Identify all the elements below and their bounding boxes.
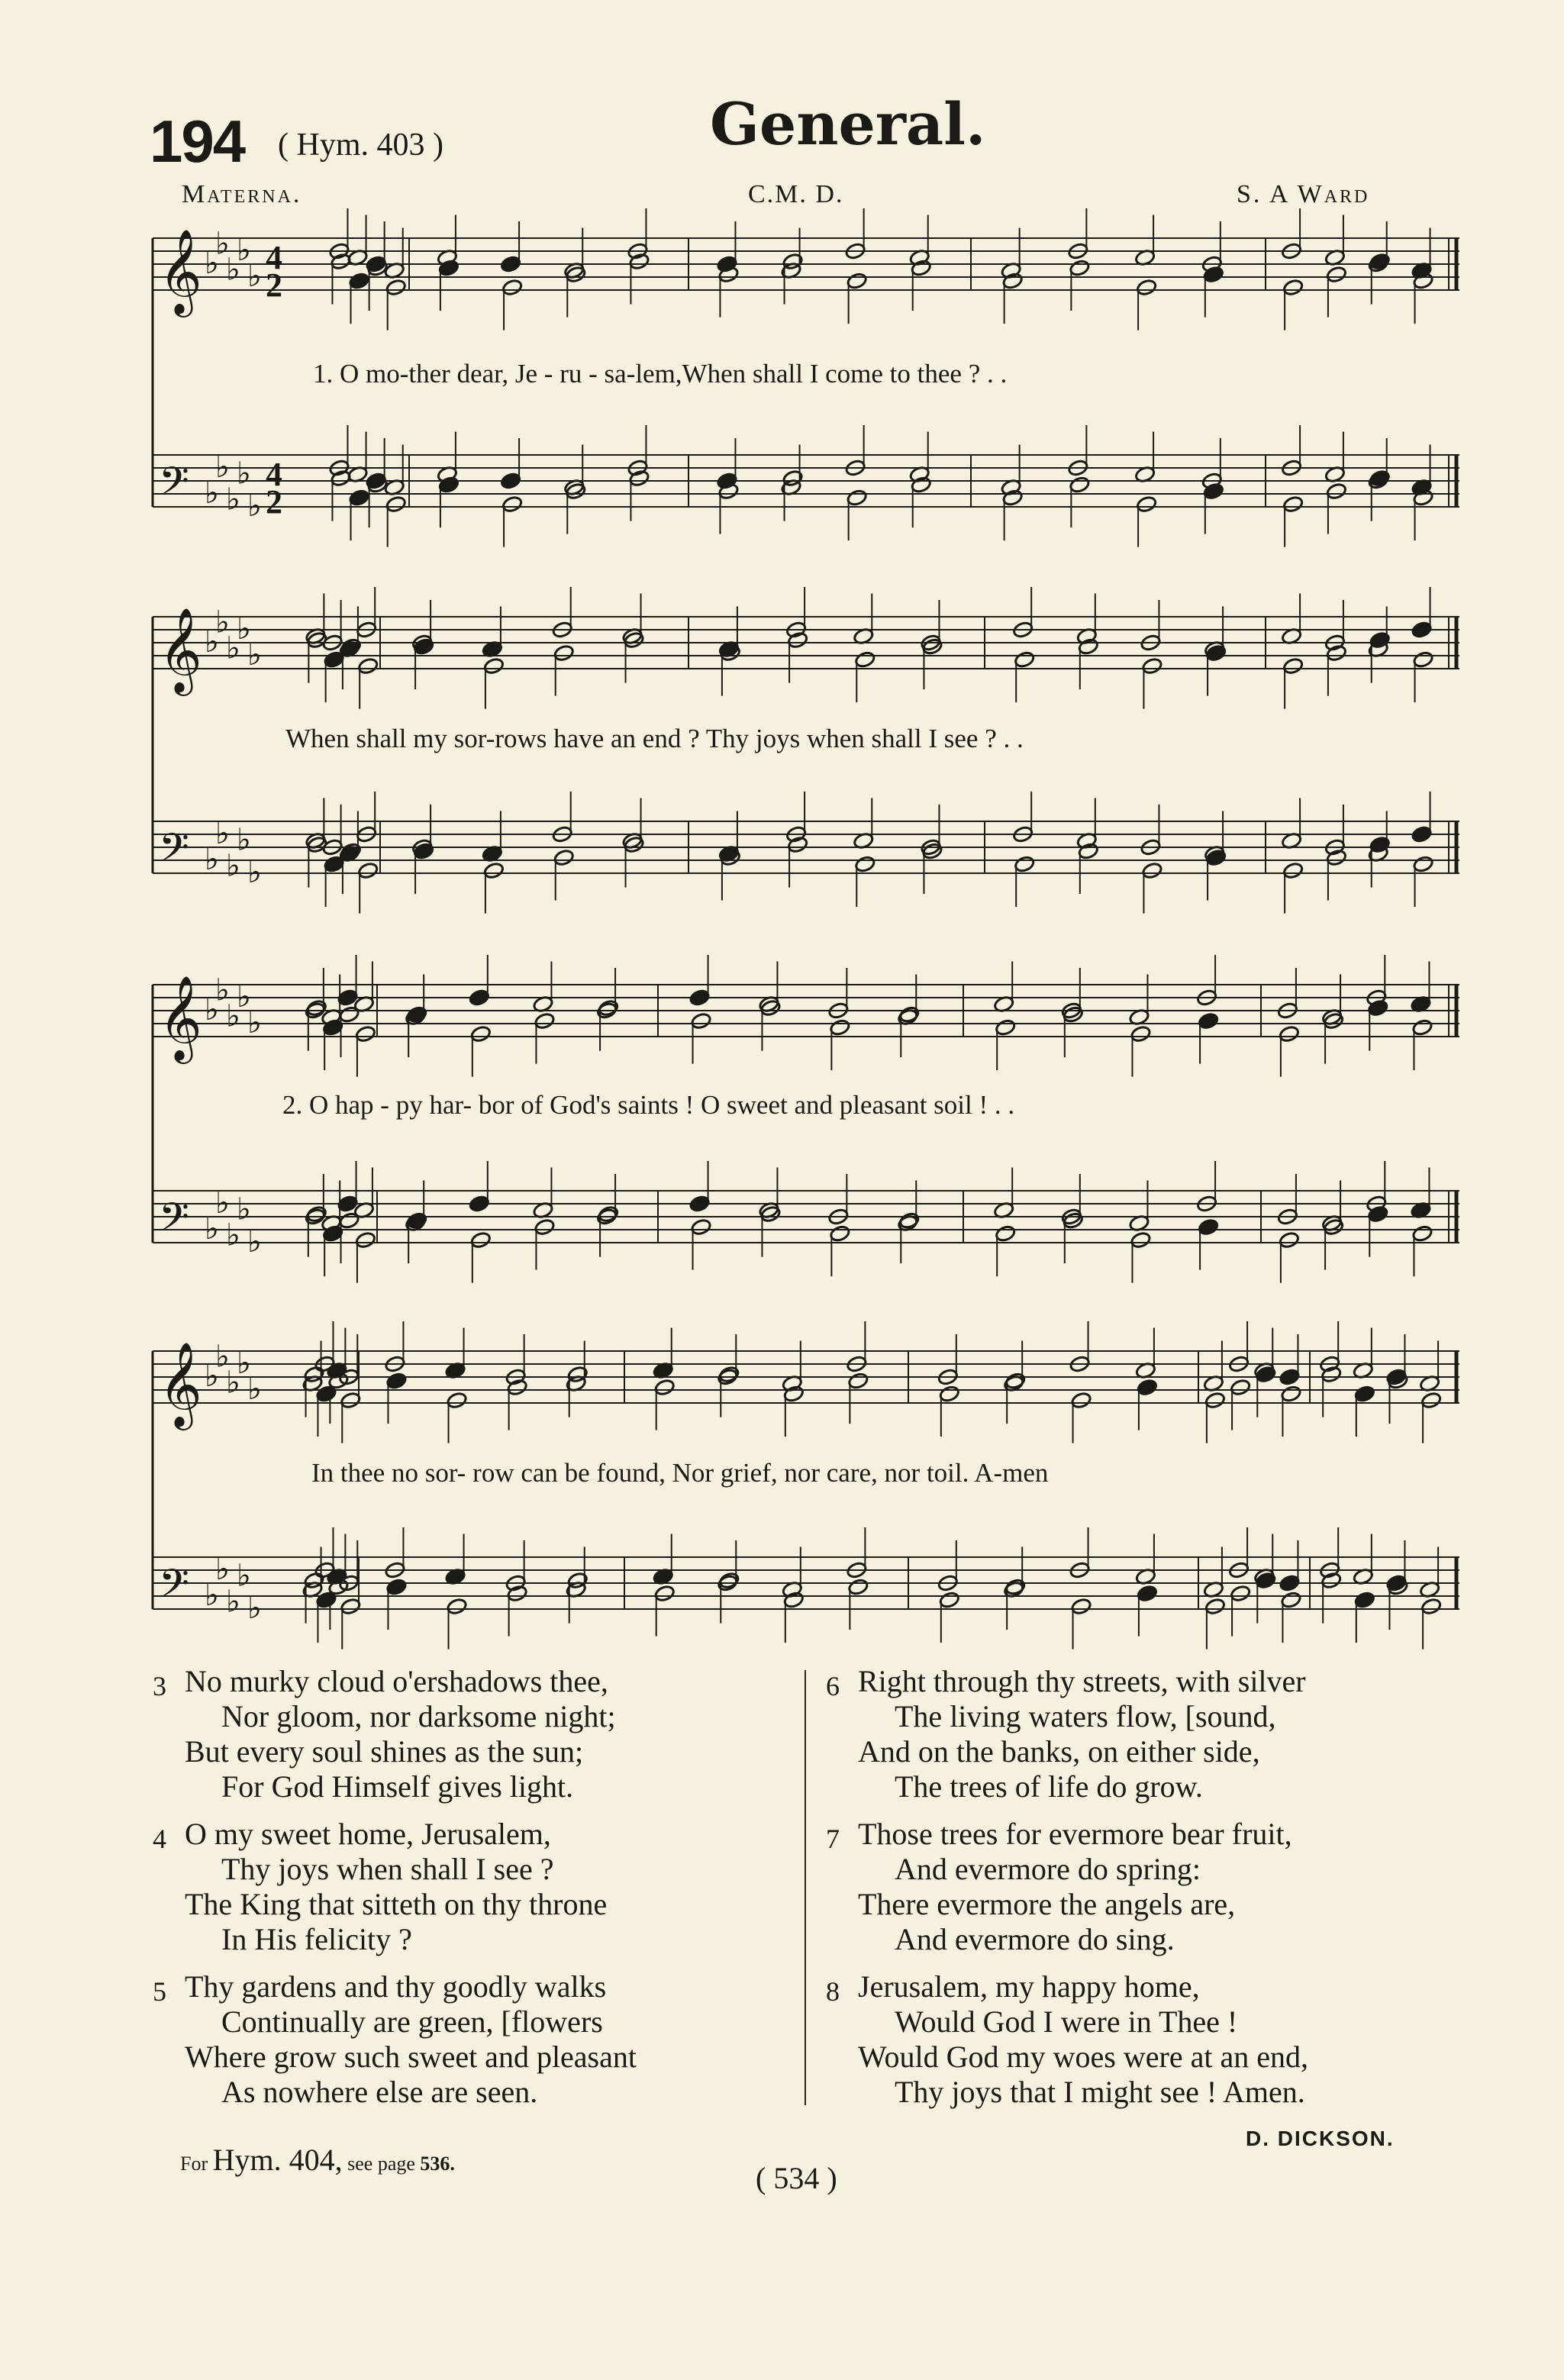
verse-line: In His felicity ?	[221, 1922, 412, 1956]
note-head	[438, 259, 460, 277]
key-signature-flat: ♭	[247, 1372, 262, 1407]
note-head	[348, 489, 369, 507]
note-head	[1069, 476, 1090, 494]
note-head	[854, 650, 876, 669]
note-head	[507, 1379, 528, 1397]
note-head	[534, 1012, 555, 1030]
note-head	[1130, 1025, 1151, 1043]
note-head	[1069, 259, 1090, 277]
note-head	[1369, 253, 1391, 271]
note-head	[385, 1372, 407, 1390]
note-head	[1280, 1385, 1301, 1403]
bass-clef: 𝄢	[159, 458, 189, 514]
note-head	[1005, 1578, 1026, 1596]
note-head	[654, 1585, 676, 1603]
key-signature-flat: ♭	[215, 450, 230, 485]
key-signature-flat: ♭	[205, 842, 219, 877]
note-head	[688, 988, 710, 1007]
key-signature-flat: ♭	[215, 1339, 230, 1375]
note-head	[1321, 1572, 1342, 1590]
verse-line: Those trees for evermore bear fruit,	[858, 1817, 1292, 1851]
hymn-number: 194	[150, 108, 245, 175]
note-head	[716, 472, 737, 490]
note-head	[1326, 482, 1347, 501]
note-head	[1367, 1205, 1388, 1224]
key-signature-flat: ♭	[205, 476, 219, 511]
note-head	[1280, 1591, 1301, 1609]
verse-line: But every soul shines as the sun;	[185, 1734, 584, 1769]
key-signature-flat: ♭	[215, 972, 230, 1008]
note-head	[1136, 279, 1157, 297]
note-head	[1137, 1585, 1158, 1603]
key-signature-flat: ♭	[237, 1558, 251, 1594]
note-head	[1204, 1392, 1226, 1410]
note-head	[1279, 1025, 1300, 1043]
meter: C.M. D.	[748, 180, 844, 208]
note-head	[1002, 489, 1024, 507]
key-signature-flat: ♭	[237, 233, 251, 268]
verse-line: The King that sitteth on thy throne	[185, 1887, 608, 1921]
key-signature-flat: ♭	[247, 1224, 262, 1259]
footnote-pre: For	[180, 2153, 208, 2175]
key-signature-flat: ♭	[226, 1365, 240, 1401]
key-signature-flat: ♭	[237, 611, 251, 647]
key-signature-flat: ♭	[205, 1359, 219, 1394]
composer: S. A Ward	[1237, 180, 1370, 208]
key-signature-flat: ♭	[226, 1584, 240, 1620]
note-head	[1014, 650, 1035, 669]
note-head	[846, 272, 868, 290]
verse-line: Continually are green, [flowers	[221, 2004, 603, 2039]
note-head	[1282, 495, 1304, 514]
verse-line: The trees of life do grow.	[895, 1769, 1203, 1804]
note-head	[1078, 637, 1099, 656]
lyric-line-1: 1. O mo-ther dear, Je - ru - sa-lem,When shall I come to thee ? . .	[313, 359, 1008, 389]
note-head	[598, 999, 619, 1017]
note-head	[654, 1379, 676, 1397]
note-head	[1369, 469, 1391, 488]
key-signature-flat: ♭	[226, 630, 240, 666]
note-head	[1230, 1585, 1251, 1603]
note-head	[783, 1591, 805, 1609]
key-signature-flat: ♭	[205, 992, 219, 1027]
note-head	[1141, 862, 1163, 880]
footnote-page: 536.	[420, 2153, 455, 2175]
lyric-line-2: When shall my sor-rows have an end ? Thy joys when shall I see ? . .	[285, 724, 1024, 753]
lyric-line-3: 2. O hap - py har- bor of God's saints ! O sweet and pleasant soil ! . .	[282, 1090, 1015, 1120]
note-head	[1412, 855, 1433, 873]
note-head	[1137, 1379, 1158, 1397]
verse-number: 7	[826, 1824, 840, 1854]
note-head	[507, 1585, 528, 1603]
verse-line: O my sweet home, Jerusalem,	[185, 1817, 551, 1851]
note-head	[1321, 1366, 1342, 1384]
treble-clef: 𝄞	[159, 1341, 202, 1427]
note-head	[446, 1392, 467, 1410]
page-number: ( 534 )	[756, 2161, 837, 2195]
note-head	[483, 657, 505, 676]
note-head	[598, 1205, 619, 1224]
key-signature-flat: ♭	[205, 1578, 219, 1613]
verse-6	[826, 1664, 1306, 1804]
verse-line: Nor gloom, nor darksome night;	[221, 1699, 616, 1733]
section-title: General.	[710, 90, 986, 158]
key-signature-flat: ♭	[226, 482, 240, 518]
verse-line: For God Himself gives light.	[221, 1769, 574, 1804]
footnote-hymn: Hym. 404,	[212, 2143, 343, 2177]
verse-line: And on the banks, on either side,	[858, 1734, 1260, 1769]
note-head	[628, 469, 650, 488]
note-head	[500, 472, 521, 490]
verse-line: As nowhere else are seen.	[221, 2075, 538, 2109]
note-head	[500, 255, 521, 273]
column-divider	[805, 1670, 806, 2105]
key-signature-flat: ♭	[226, 848, 240, 884]
key-signature-flat: ♭	[237, 979, 251, 1014]
note-head	[357, 657, 379, 676]
key-signature-flat: ♭	[205, 246, 219, 281]
note-head	[847, 1578, 869, 1596]
note-head	[1420, 1392, 1442, 1410]
note-head	[1282, 862, 1304, 880]
verse-number: 5	[153, 1976, 166, 2007]
verse-8	[826, 1969, 1308, 2110]
note-head	[1354, 1591, 1375, 1609]
note-head	[995, 1224, 1016, 1243]
verse-line: Thy joys that I might see ! Amen.	[895, 2075, 1305, 2109]
time-signature-top: 4	[266, 239, 282, 276]
note-head	[1412, 650, 1433, 669]
note-head	[1326, 644, 1347, 663]
note-head	[1141, 657, 1163, 676]
verse-line: There evermore the angels are,	[858, 1887, 1236, 1921]
note-head	[1078, 842, 1099, 860]
note-head	[847, 1372, 869, 1390]
key-signature-flat: ♭	[205, 624, 219, 659]
bass-clef: 𝄢	[159, 824, 189, 880]
note-head	[1411, 825, 1432, 843]
note-head	[1279, 1231, 1300, 1250]
note-head	[469, 988, 490, 1007]
verse-line: Where grow such sweet and pleasant	[185, 2040, 637, 2074]
note-head	[688, 1195, 710, 1213]
key-signature-flat: ♭	[215, 226, 230, 262]
note-head	[1326, 266, 1347, 284]
note-head	[470, 1231, 492, 1250]
key-signature-flat: ♭	[226, 252, 240, 288]
note-head	[1367, 999, 1388, 1017]
note-head	[340, 1392, 361, 1410]
note-head	[385, 495, 407, 514]
note-head	[911, 476, 932, 494]
key-signature-flat: ♭	[247, 259, 262, 294]
note-head	[385, 1578, 407, 1596]
verse-3	[153, 1664, 616, 1804]
key-signature-flat: ♭	[247, 855, 262, 890]
tune-name: Materna.	[182, 180, 302, 208]
time-signature-bottom: 2	[266, 266, 282, 304]
note-head	[534, 1218, 555, 1237]
verse-number: 6	[826, 1671, 840, 1701]
note-head	[469, 1195, 490, 1213]
note-head	[939, 1385, 960, 1403]
key-signature-flat: ♭	[247, 1005, 262, 1040]
note-head	[1204, 1598, 1226, 1616]
note-head	[1070, 1598, 1092, 1616]
verse-number: 8	[826, 1976, 840, 2007]
note-head	[1203, 266, 1224, 284]
verse-line: The living waters flow, [sound,	[895, 1699, 1276, 1733]
key-signature-flat: ♭	[247, 1591, 262, 1626]
verse-line: And evermore do spring:	[895, 1852, 1201, 1886]
note-head	[716, 255, 737, 273]
note-head	[406, 1211, 427, 1230]
note-head	[446, 1598, 467, 1616]
note-head	[1411, 1224, 1433, 1243]
note-head	[1282, 657, 1304, 676]
verse-line: Right through thy streets, with silver	[858, 1664, 1306, 1698]
note-head	[690, 1218, 711, 1237]
note-head	[829, 1018, 850, 1037]
note-head	[470, 1025, 492, 1043]
verse-line: No murky cloud o'ershadows thee,	[185, 1664, 608, 1698]
note-head	[501, 279, 523, 297]
note-head	[1198, 1012, 1219, 1030]
note-head	[483, 862, 505, 880]
note-head	[1070, 1392, 1092, 1410]
key-signature-flat: ♭	[226, 998, 240, 1034]
lyric-line-4: In thee no sor- row can be found, Nor grief, nor care, nor toil. A-men	[311, 1458, 1049, 1488]
bass-clef: 𝄢	[159, 1560, 189, 1616]
note-head	[718, 1572, 740, 1590]
note-head	[553, 849, 575, 867]
verse-line: Jerusalem, my happy home,	[858, 1969, 1200, 2004]
note-head	[1230, 1379, 1251, 1397]
note-head	[628, 253, 650, 271]
note-head	[898, 1211, 920, 1230]
note-head	[1411, 621, 1432, 639]
verse-7	[826, 1817, 1292, 1957]
note-head	[1326, 849, 1347, 867]
verse-line: And evermore do sing.	[895, 1922, 1175, 1956]
note-head	[939, 1591, 960, 1609]
note-head	[911, 259, 932, 277]
verse-number: 3	[153, 1671, 166, 1701]
bass-clef: 𝄢	[159, 1194, 189, 1250]
note-head	[690, 1012, 711, 1030]
note-head	[783, 1385, 805, 1403]
note-head	[787, 631, 808, 650]
note-head	[1002, 272, 1024, 290]
note-head	[995, 1018, 1016, 1037]
key-signature-flat: ♭	[237, 456, 251, 492]
note-head	[1130, 1231, 1151, 1250]
note-head	[787, 836, 808, 854]
key-signature-flat: ♭	[215, 816, 230, 851]
footnote	[180, 2142, 455, 2178]
note-head	[553, 644, 575, 663]
note-head	[1005, 1372, 1026, 1390]
key-signature-flat: ♭	[215, 1552, 230, 1587]
note-head	[340, 1598, 361, 1616]
note-head	[355, 1025, 376, 1043]
note-head	[1014, 855, 1035, 873]
key-signature-flat: ♭	[215, 1185, 230, 1221]
time-signature-top: 4	[266, 456, 282, 493]
note-head	[357, 862, 379, 880]
verse-line: Would God I were in Thee !	[895, 2004, 1238, 2039]
note-head	[1354, 1385, 1375, 1403]
verse-line: Thy joys when shall I see ?	[221, 1852, 554, 1886]
note-head	[1203, 482, 1224, 501]
key-signature-flat: ♭	[205, 1211, 219, 1246]
text-author: D. DICKSON.	[1246, 2127, 1395, 2150]
note-head	[348, 272, 369, 290]
key-signature-flat: ♭	[215, 605, 230, 640]
note-head	[846, 489, 868, 507]
verse-number: 4	[153, 1824, 166, 1854]
footnote-post: see page	[347, 2153, 415, 2175]
note-head	[438, 476, 460, 494]
note-head	[898, 1005, 920, 1024]
note-head	[1279, 1368, 1300, 1386]
note-head	[718, 1366, 740, 1384]
hymnal-reference: ( Hym. 403 )	[278, 127, 443, 163]
verse-4	[153, 1817, 608, 1957]
key-signature-flat: ♭	[247, 637, 262, 672]
key-signature-flat: ♭	[226, 1217, 240, 1253]
note-head	[1279, 1574, 1300, 1592]
note-head	[854, 855, 876, 873]
verse-line: Would God my woes were at an end,	[858, 2040, 1308, 2074]
key-signature-flat: ♭	[247, 489, 262, 524]
key-signature-flat: ♭	[237, 1346, 251, 1381]
verse-line: Thy gardens and thy goodly walks	[185, 1969, 607, 2004]
note-head	[1282, 279, 1304, 297]
key-signature-flat: ♭	[237, 1192, 251, 1227]
note-head	[501, 495, 523, 514]
note-head	[829, 1224, 850, 1243]
note-head	[1411, 1018, 1433, 1037]
key-signature-flat: ♭	[237, 822, 251, 858]
note-head	[1420, 1598, 1442, 1616]
treble-clef: 𝄞	[159, 975, 202, 1060]
note-head	[385, 279, 407, 297]
note-head	[355, 1231, 376, 1250]
note-head	[406, 1005, 427, 1024]
treble-clef: 𝄞	[159, 228, 202, 314]
verse-5	[153, 1969, 637, 2110]
treble-clef: 𝄞	[159, 607, 202, 692]
time-signature-bottom: 2	[266, 483, 282, 521]
note-head	[1198, 1218, 1219, 1237]
note-head	[1136, 495, 1157, 514]
